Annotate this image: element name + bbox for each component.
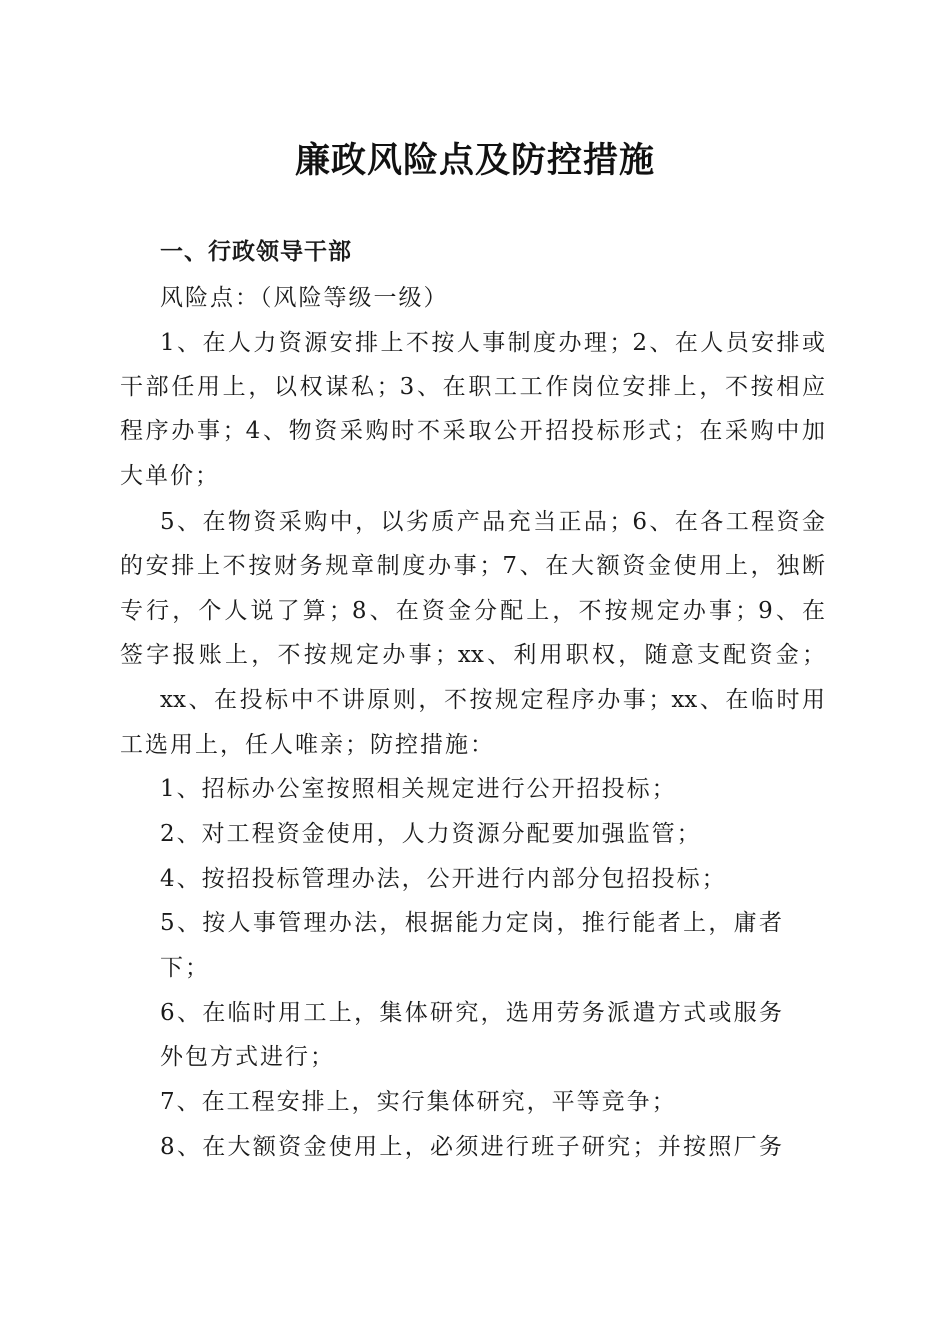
paragraph-line: 签字报账上，不按规定办事；xx、利用职权，随意支配资金； xyxy=(120,642,825,668)
measure-item: 5、按人事管理办法，根据能力定岗，推行能者上，庸者 xyxy=(160,910,782,936)
paragraph-line: 1、在人力资源安排上不按人事制度办理；2、在人员安排或 xyxy=(160,330,825,356)
paragraph-line: 大单价； xyxy=(120,463,220,489)
measure-item: 1、招标办公室按照相关规定进行公开招投标； xyxy=(160,776,677,802)
measure-item: 6、在临时用工上，集体研究，选用劳务派遣方式或服务 xyxy=(160,1000,782,1026)
paragraph-line: 5、在物资采购中，以劣质产品充当正品；6、在各工程资金 xyxy=(160,509,825,535)
measure-item: 7、在工程安排上，实行集体研究，平等竞争； xyxy=(160,1089,677,1115)
document-title: 廉政风险点及防控措施 xyxy=(294,140,655,181)
measure-item-continuation: 外包方式进行； xyxy=(160,1044,335,1070)
risk-level-label: 风险点：（风险等级一级） xyxy=(160,285,449,311)
paragraph-line: 干部任用上，以权谋私；3、在职工工作岗位安排上，不按相应 xyxy=(120,374,825,400)
paragraph-line: 专行，个人说了算；8、在资金分配上，不按规定办事；9、在 xyxy=(120,598,825,624)
section-heading: 一、行政领导干部 xyxy=(160,239,352,265)
paragraph-line: 的安排上不按财务规章制度办事；7、在大额资金使用上，独断 xyxy=(120,553,825,579)
measure-item-continuation: 下； xyxy=(160,955,210,981)
measure-item: 4、按招投标管理办法，公开进行内部分包招投标； xyxy=(160,866,727,892)
measure-item: 8、在大额资金使用上，必须进行班子研究；并按照厂务 xyxy=(160,1134,782,1160)
measure-item: 2、对工程资金使用，人力资源分配要加强监管； xyxy=(160,821,702,847)
paragraph-line: 程序办事；4、物资采购时不采取公开招投标形式；在采购中加 xyxy=(120,418,825,444)
paragraph-line: xx、在投标中不讲原则，不按规定程序办事；xx、在临时用 xyxy=(160,687,825,713)
paragraph-line: 工选用上，任人唯亲；防控措施： xyxy=(120,732,495,758)
